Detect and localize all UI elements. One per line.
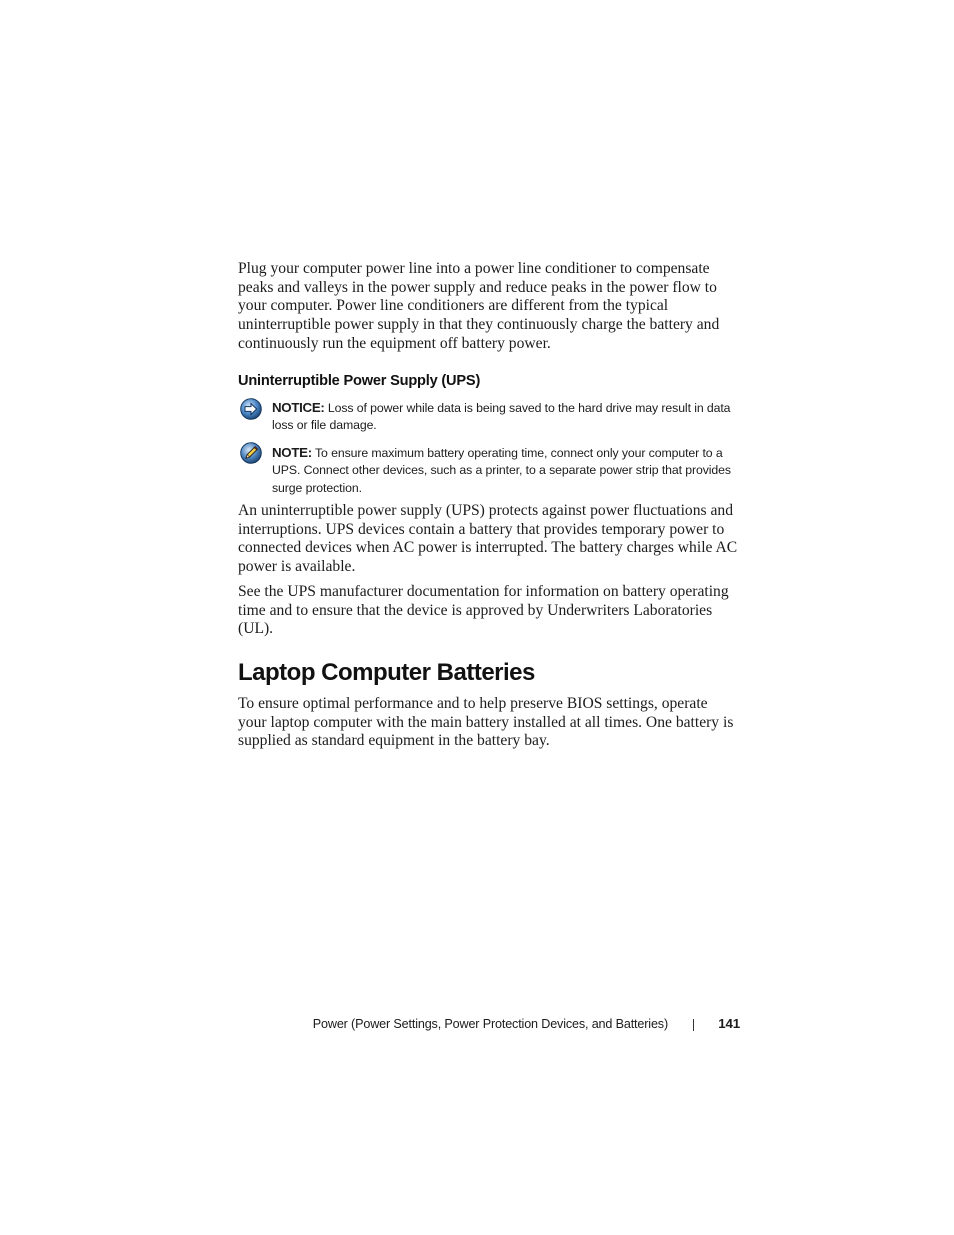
note-text	[272, 444, 738, 497]
batteries-paragraph: To ensure optimal performance and to help preserve BIOS settings, operate your laptop computer with the main battery installed at all times. One battery is supplied as standard equipment in the battery bay.	[238, 695, 734, 750]
ups-documentation-paragraph: See the UPS manufacturer documentation for information on battery operating time and to ensure that the device is approved by Underwriters Laboratories (UL).	[238, 583, 729, 638]
ups-paragraph: An uninterruptible power supply (UPS) protects against power fluctuations and interruptions. UPS devices contain a battery that provides temporary power to connected devices when AC power is interrupted. The battery charges while AC power is available.	[238, 502, 738, 576]
note-body: To ensure maximum battery operating time, connect only your computer to a UPS. Connect other devices, such as a printer, to a separate power strip that provides surge protection.	[272, 446, 731, 495]
notice-text	[272, 399, 738, 435]
notice-label: NOTICE:	[272, 400, 325, 415]
footer-separator	[693, 1019, 694, 1031]
batteries-heading: Laptop Computer Batteries	[238, 659, 535, 686]
page-footer	[238, 1014, 740, 1034]
notice-arrow-icon	[240, 398, 262, 420]
notice-body: Loss of power while data is being saved to the hard drive may result in data loss or file damage.	[272, 401, 731, 433]
note-label: NOTE:	[272, 445, 312, 460]
ups-subheading: Uninterruptible Power Supply (UPS)	[238, 373, 481, 389]
note-callout	[238, 441, 738, 497]
footer-chapter-title: Power (Power Settings, Power Protection Devices, and Batteries)	[312, 1017, 668, 1031]
note-pencil-icon	[240, 442, 262, 464]
page-number: 141	[718, 1016, 740, 1031]
notice-callout	[238, 397, 738, 437]
intro-paragraph: Plug your computer power line into a power line conditioner to compensate peaks and valleys in the power supply and reduce peaks in the power flow to your computer. Power line conditioners are different from the typical uninterruptible power supply in that they continuously charge the battery and continuously run the equipment off battery power.	[238, 260, 720, 352]
